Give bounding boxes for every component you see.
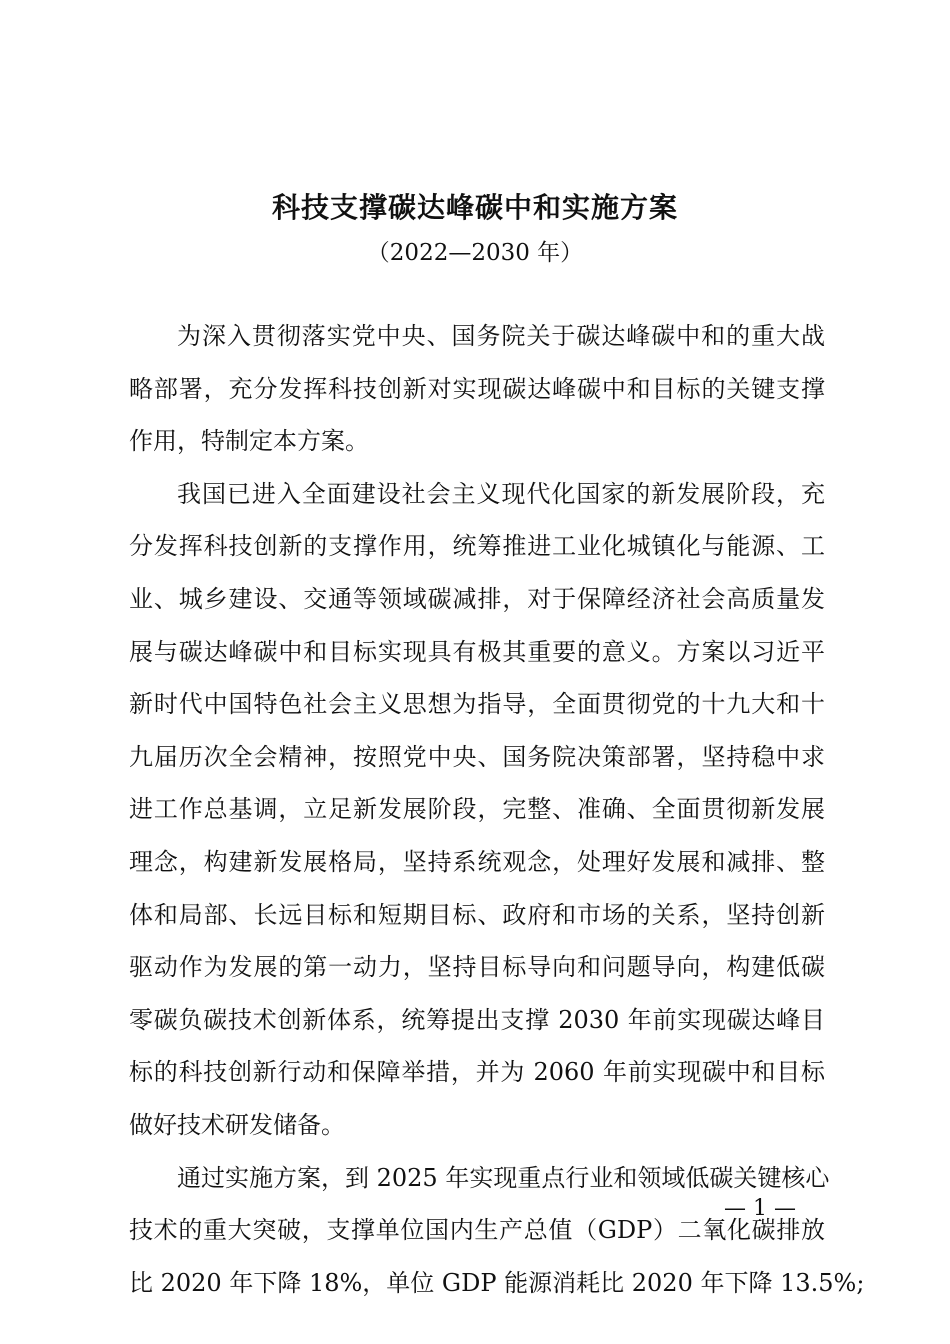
paragraph-line: 做好技术研发储备。 <box>129 1110 345 1139</box>
paragraph-line: 略部署，充分发挥科技创新对实现碳达峰碳中和目标的关键支撑 <box>129 374 825 403</box>
paragraph-line: 比 2020 年下降 18%，单位 GDP 能源消耗比 2020 年下降 13.5%; <box>129 1268 865 1297</box>
page-number: — 1 — <box>724 1196 796 1221</box>
paragraph-line: 零碳负碳技术创新体系，统筹提出支撑 2030 年前实现碳达峰目 <box>129 1005 825 1034</box>
paragraph <box>129 468 825 1152</box>
paragraph-line: 驱动作为发展的第一动力，坚持目标导向和问题导向，构建低碳 <box>129 953 825 982</box>
paragraph-line: 新时代中国特色社会主义思想为指导，全面贯彻党的十九大和十 <box>129 690 825 719</box>
paragraph-line: 体和局部、长远目标和短期目标、政府和市场的关系，坚持创新 <box>129 900 825 929</box>
paragraph-line: 技术的重大突破，支撑单位国内生产总值（GDP）二氧化碳排放 <box>129 1216 825 1245</box>
paragraph <box>129 310 825 468</box>
paragraph <box>129 1152 865 1310</box>
document-subtitle: （2022—2030 年） <box>366 240 584 266</box>
paragraph-line: 为深入贯彻落实党中央、国务院关于碳达峰碳中和的重大战 <box>177 322 825 350</box>
paragraph-line: 业、城乡建设、交通等领域碳减排，对于保障经济社会高质量发 <box>129 584 825 613</box>
paragraph-line: 通过实施方案，到 2025 年实现重点行业和领域低碳关键核心 <box>177 1163 830 1192</box>
document-body <box>129 310 865 1309</box>
paragraph-line: 标的科技创新行动和保障举措，并为 2060 年前实现碳中和目标 <box>129 1058 825 1087</box>
paragraph-line: 九届历次全会精神，按照党中央、国务院决策部署，坚持稳中求 <box>129 742 825 771</box>
paragraph-line: 分发挥科技创新的支撑作用，统筹推进工业化城镇化与能源、工 <box>129 532 825 561</box>
paragraph-line: 作用，特制定本方案。 <box>129 427 369 456</box>
paragraph-line: 理念，构建新发展格局，坚持系统观念，处理好发展和减排、整 <box>129 847 825 876</box>
paragraph-line: 进工作总基调，立足新发展阶段，完整、准确、全面贯彻新发展 <box>129 795 825 824</box>
document-title: 科技支撑碳达峰碳中和实施方案 <box>271 191 678 224</box>
paragraph-line: 我国已进入全面建设社会主义现代化国家的新发展阶段，充 <box>177 479 825 508</box>
paragraph-line: 展与碳达峰碳中和目标实现具有极其重要的意义。方案以习近平 <box>129 637 825 666</box>
